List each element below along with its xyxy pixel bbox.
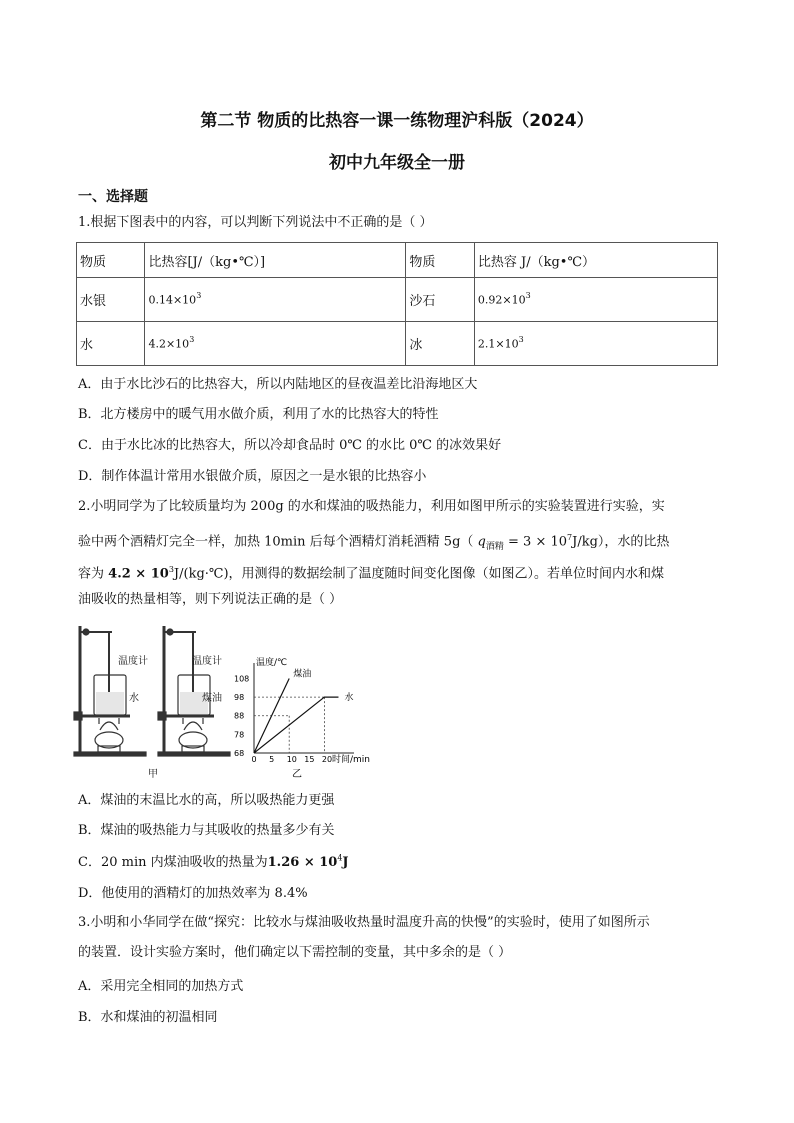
q2-line3: [78, 560, 728, 584]
x-axis-label: 时间/min: [332, 755, 371, 765]
q2-option-d: D．他使用的酒精灯的加热效率为 8.4%: [78, 886, 308, 901]
q1-option-d: D．制作体温计常用水银做介质，原因之一是水银的比热容小: [78, 469, 427, 484]
y-axis-label: 温度/℃: [256, 658, 288, 668]
value-cell: [474, 278, 717, 322]
temperature-time-chart: [232, 655, 372, 780]
c-exponent: 3: [168, 565, 174, 574]
table-header-row: [77, 243, 718, 278]
value-text: 4.2×10: [148, 337, 190, 351]
q1-option-a: A．由于水比沙石的比热容大，所以内陆地区的昼夜温差比沿海地区大: [78, 377, 478, 392]
q3-option-a: A．采用完全相同的加热方式: [78, 979, 244, 994]
figure-label-yi: 乙: [292, 769, 302, 780]
q2-option-c: [78, 851, 349, 870]
table-header-cell: 比热容 J/（kg•℃）: [474, 243, 717, 278]
material-cell: 沙石: [406, 278, 474, 322]
x-tick-label: 0: [251, 755, 257, 764]
value-text: 0.14×10: [148, 293, 197, 307]
q2-option-a: A．煤油的末温比水的高，所以吸热能力更强: [78, 793, 335, 808]
q2-line3-rest: J/(kg·℃)，用测得的数据绘制了温度随时间变化图像（如图乙）。若单位时间内水和煤: [173, 566, 665, 582]
table-row: [77, 278, 718, 322]
q2-option-b: B．煤油的吸热能力与其吸收的热量多少有关: [78, 823, 335, 838]
q-exponent: 7: [567, 533, 573, 542]
material-cell: 水: [77, 322, 145, 366]
q-unit: J/kg），水的比热: [572, 534, 670, 550]
exponent: 3: [189, 335, 195, 345]
q1-option-b: B．北方楼房中的暖气用水做介质，利用了水的比热容大的特性: [78, 407, 439, 422]
q2-line1: 2.小明同学为了比较质量均为 200g 的水和煤油的吸热能力，利用如图甲所示的实验装置进行实验，实: [78, 499, 665, 514]
q1-option-c: C．由于水比冰的比热容大，所以冷却食品时 0℃ 的水比 0℃ 的冰效果好: [78, 438, 502, 453]
material-cell: 冰: [406, 322, 474, 366]
value-cell: [474, 322, 717, 366]
q2-line2-text: 验中两个酒精灯完全一样，加热 10min 后每个酒精灯消耗酒精 5g（: [78, 534, 474, 550]
q3-line1: 3.小明和小华同学在做“探究：比较水与煤油吸收热量时温度升高的快慢”的实验时，使用了如图所示: [78, 915, 650, 930]
exponent: 3: [196, 291, 202, 301]
q2-line4: 油吸收的热量相等，则下列说法正确的是（ ）: [78, 592, 343, 607]
y-tick-label: 68: [234, 749, 245, 758]
series-label: 煤油: [293, 669, 312, 680]
q2-option-c-unit: J: [342, 855, 349, 870]
x-tick-label: 20: [321, 755, 333, 764]
y-tick-label: 98: [234, 693, 245, 703]
value-text: 0.92×10: [477, 293, 526, 307]
y-tick-label: 78: [234, 730, 245, 740]
specific-heat-table: [76, 242, 718, 366]
apparatus-figure: [72, 620, 232, 780]
left-apparatus: [74, 626, 146, 756]
q-value: = 3 × 10: [508, 534, 568, 550]
tick-labels: [234, 674, 332, 764]
q2-option-c-text: C．20 min 内煤油吸收的热量为: [78, 855, 268, 870]
thermometer-label-left: 温度计: [118, 656, 148, 667]
value-text: 2.1×10: [477, 337, 519, 351]
y-tick-label: 88: [234, 711, 245, 721]
q1-stem: 1.根据下图表中的内容，可以判断下列说法中不正确的是（ ）: [78, 215, 433, 230]
q-subscript: 酒精: [485, 541, 504, 552]
x-tick-label: 15: [304, 755, 315, 764]
q2-line3-text: 容为: [78, 566, 105, 582]
right-apparatus: [158, 626, 230, 756]
table-header-cell: 比热容[J/（kg•℃）]: [145, 243, 406, 278]
x-tick-label: 5: [269, 755, 275, 764]
material-cell: 水银: [77, 278, 145, 322]
thermometer-label-right: 温度计: [192, 656, 222, 667]
water-label: 水: [129, 693, 139, 704]
value-cell: [145, 322, 406, 366]
y-tick-label: 108: [234, 674, 250, 684]
q2-option-c-value: 1.26 × 10: [267, 855, 338, 870]
q3-option-b: B．水和煤油的初温相同: [78, 1010, 218, 1025]
value-cell: [145, 278, 406, 322]
table-header-cell: 物质: [77, 243, 145, 278]
document-subtitle: 初中九年级全一册: [329, 153, 465, 173]
x-tick-label: 10: [286, 755, 297, 764]
series-label: 水: [344, 693, 354, 704]
q2-option-c-exponent: 4: [337, 853, 343, 863]
section-heading: 一、选择题: [78, 189, 148, 205]
exponent: 3: [518, 335, 524, 345]
q3-line2: 的装置．设计实验方案时，他们确定以下需控制的变量，其中多余的是（ ）: [78, 945, 512, 960]
document-title: 第二节 物质的比热容一课一练物理沪科版（2024）: [200, 111, 594, 131]
q2-line2: [78, 528, 728, 557]
kerosene-label: 煤油: [202, 693, 222, 704]
exponent: 3: [525, 291, 531, 301]
table-header-cell: 物质: [406, 243, 474, 278]
c-value: 4.2 × 10: [108, 566, 169, 582]
table-row: [77, 322, 718, 366]
figure-label-jia: 甲: [148, 769, 158, 780]
q-symbol: q: [477, 534, 486, 550]
